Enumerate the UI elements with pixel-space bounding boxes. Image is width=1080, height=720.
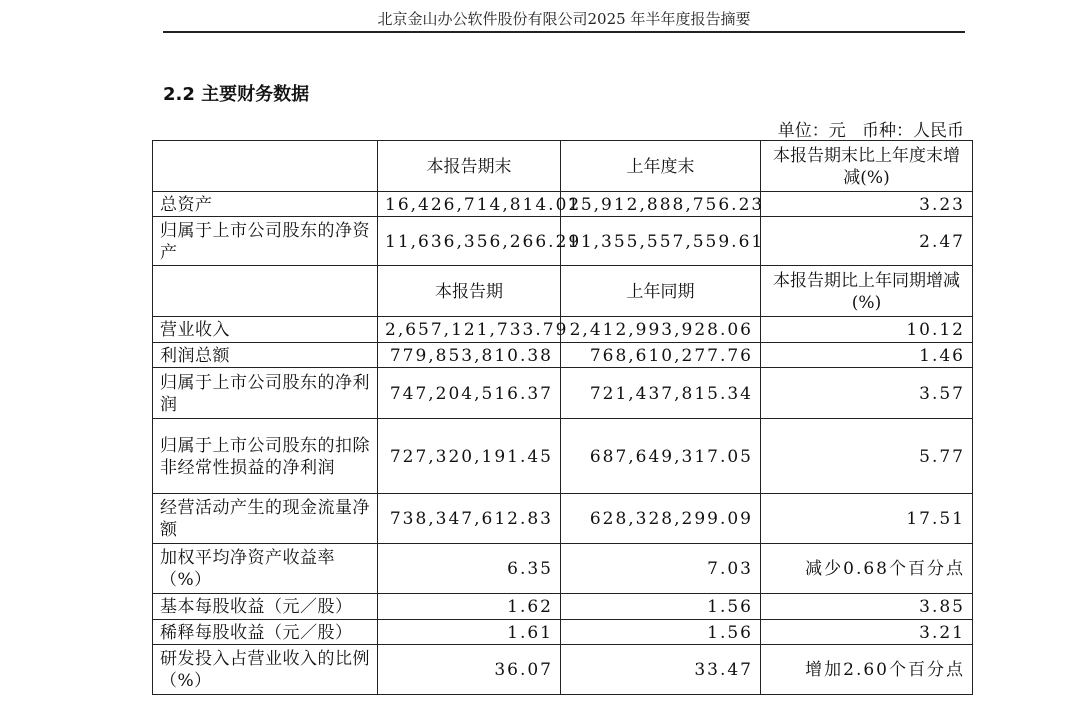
change-value: 3.57 — [761, 368, 973, 419]
table-row — [153, 419, 973, 494]
unit-currency-note: 单位：元 币种：人民币 — [777, 121, 964, 141]
current-value: 747,204,516.37 — [378, 368, 561, 419]
table-header-row-period-end — [153, 141, 973, 192]
column-header-prior-period: 上年同期 — [561, 266, 761, 317]
prior-value: 687,649,317.05 — [561, 419, 761, 494]
prior-value: 721,437,815.34 — [561, 368, 761, 419]
prior-value: 15,912,888,756.23 — [561, 192, 761, 217]
current-value: 779,853,810.38 — [378, 343, 561, 368]
current-value: 1.61 — [378, 620, 561, 645]
current-value: 6.35 — [378, 544, 561, 594]
change-value: 3.21 — [761, 620, 973, 645]
table-header-row-period — [153, 266, 973, 317]
change-value: 减少0.68个百分点 — [761, 544, 973, 594]
current-value: 738,347,612.83 — [378, 494, 561, 544]
current-value: 2,657,121,733.79 — [378, 317, 561, 343]
table-row — [153, 217, 973, 266]
change-value: 增加2.60个百分点 — [761, 645, 973, 695]
change-value: 3.85 — [761, 594, 973, 620]
current-value: 1.62 — [378, 594, 561, 620]
change-value: 3.23 — [761, 192, 973, 217]
current-value: 16,426,714,814.02 — [378, 192, 561, 217]
row-label: 经营活动产生的现金流量净额 — [153, 494, 378, 544]
row-label: 营业收入 — [153, 317, 378, 343]
column-header-current-period-end: 本报告期末 — [378, 141, 561, 192]
prior-value: 33.47 — [561, 645, 761, 695]
table-row — [153, 368, 973, 419]
prior-value: 2,412,993,928.06 — [561, 317, 761, 343]
row-label: 基本每股收益（元／股） — [153, 594, 378, 620]
header-blank-cell — [153, 141, 378, 192]
table-row — [153, 317, 973, 343]
table-row — [153, 343, 973, 368]
current-value: 36.07 — [378, 645, 561, 695]
change-value: 10.12 — [761, 317, 973, 343]
current-value: 11,636,356,266.29 — [378, 217, 561, 266]
section-title: 2.2 主要财务数据 — [163, 84, 310, 105]
row-label: 研发投入占营业收入的比例（%） — [153, 645, 378, 695]
row-label: 归属于上市公司股东的扣除非经常性损益的净利润 — [153, 419, 378, 494]
column-header-change-pct: 本报告期末比上年度末增减(%) — [761, 141, 973, 192]
prior-value: 628,328,299.09 — [561, 494, 761, 544]
current-value: 727,320,191.45 — [378, 419, 561, 494]
table-row — [153, 494, 973, 544]
prior-value: 1.56 — [561, 594, 761, 620]
change-value: 17.51 — [761, 494, 973, 544]
row-label: 利润总额 — [153, 343, 378, 368]
row-label: 加权平均净资产收益率（%） — [153, 544, 378, 594]
table-row — [153, 645, 973, 695]
header-blank-cell — [153, 266, 378, 317]
change-value: 2.47 — [761, 217, 973, 266]
prior-value: 1.56 — [561, 620, 761, 645]
change-value: 1.46 — [761, 343, 973, 368]
prior-value: 7.03 — [561, 544, 761, 594]
row-label: 归属于上市公司股东的净利润 — [153, 368, 378, 419]
row-label: 总资产 — [153, 192, 378, 217]
prior-value: 768,610,277.76 — [561, 343, 761, 368]
change-value: 5.77 — [761, 419, 973, 494]
table-row — [153, 594, 973, 620]
table-row — [153, 544, 973, 594]
column-header-prior-year-end: 上年度末 — [561, 141, 761, 192]
row-label: 归属于上市公司股东的净资产 — [153, 217, 378, 266]
table-row — [153, 620, 973, 645]
column-header-change-pct: 本报告期比上年同期增减(%) — [761, 266, 973, 317]
table-row — [153, 192, 973, 217]
row-label: 稀释每股收益（元／股） — [153, 620, 378, 645]
header-rule — [163, 31, 965, 33]
running-header: 北京金山办公软件股份有限公司2025 年半年度报告摘要 — [377, 10, 751, 28]
column-header-current-period: 本报告期 — [378, 266, 561, 317]
financial-data-table — [152, 140, 973, 695]
prior-value: 11,355,557,559.61 — [561, 217, 761, 266]
